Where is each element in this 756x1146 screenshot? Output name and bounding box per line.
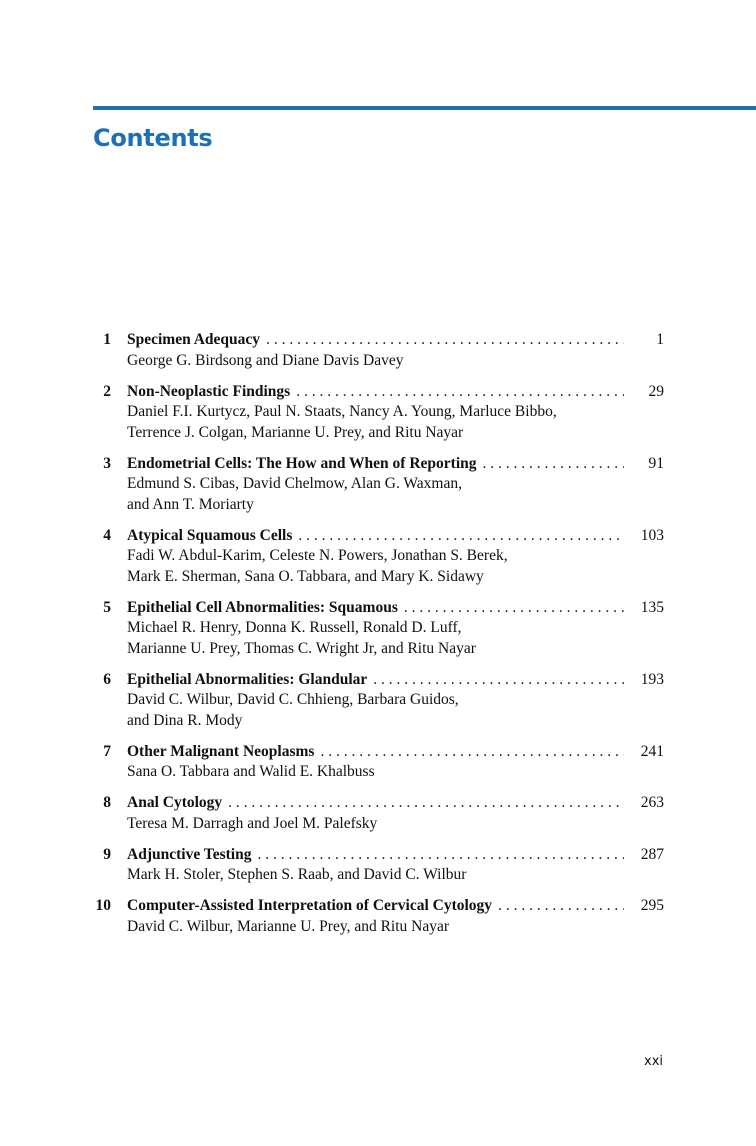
chapter-number: 2 (103, 382, 111, 400)
chapter-page-number[interactable]: 29 (648, 382, 664, 400)
toc-entry[interactable] (84, 670, 664, 732)
dot-leader (483, 454, 625, 475)
chapter-authors: Michael R. Henry, Donna K. Russell, Ronald D. Luff, (127, 619, 462, 636)
chapter-page-number[interactable]: 241 (640, 742, 664, 760)
chapter-title-line (127, 793, 664, 814)
chapter-authors: Marianne U. Prey, Thomas C. Wright Jr, and Ritu Nayar (127, 639, 476, 657)
dot-leader (320, 742, 624, 763)
chapter-page-number[interactable]: 263 (640, 794, 664, 811)
dot-leader (228, 793, 624, 814)
chapter-title[interactable]: Epithelial Cell Abnormalities: Squamous (127, 598, 398, 616)
toc-entry[interactable] (84, 845, 664, 886)
toc-entry[interactable] (84, 742, 664, 783)
chapter-number: 8 (103, 794, 111, 811)
dot-leader (373, 670, 624, 691)
chapter-authors: Mark H. Stoler, Stephen S. Raab, and David C. Wilbur (127, 866, 467, 883)
chapter-page-number[interactable]: 135 (640, 598, 664, 616)
chapter-number: 10 (95, 897, 111, 914)
chapter-title[interactable]: Non-Neoplastic Findings (127, 382, 291, 400)
chapter-page-number[interactable]: 193 (640, 670, 664, 688)
chapter-authors: Edmund S. Cibas, David Chelmow, Alan G. Waxman, (127, 475, 462, 492)
chapter-authors: Sana O. Tabbara and Walid E. Khalbuss (127, 763, 375, 780)
toc-entry[interactable] (84, 598, 664, 660)
chapter-authors: and Ann T. Moriarty (127, 495, 254, 513)
page-number: xxi (644, 1054, 663, 1069)
toc-entry[interactable] (84, 330, 664, 371)
toc-entry[interactable] (84, 896, 664, 937)
chapter-title-line (127, 382, 664, 403)
chapter-authors: George G. Birdsong and Diane Davis Davey (127, 351, 404, 369)
chapter-number: 7 (103, 742, 111, 760)
chapter-number: 5 (103, 598, 111, 616)
chapter-number: 4 (103, 526, 111, 544)
chapter-title-line (127, 670, 664, 691)
chapter-authors: Terrence J. Colgan, Marianne U. Prey, and Ritu Nayar (127, 423, 464, 441)
dot-leader (404, 598, 624, 619)
chapter-title[interactable]: Computer-Assisted Interpretation of Cervical Cytology (127, 897, 493, 914)
header-rule (93, 106, 756, 110)
chapter-authors: and Dina R. Mody (127, 711, 243, 729)
chapter-authors: David C. Wilbur, David C. Chhieng, Barbara Guidos, (127, 691, 459, 708)
chapter-page-number[interactable]: 103 (640, 526, 664, 544)
toc-entry[interactable] (84, 454, 664, 516)
chapter-title-line (127, 598, 664, 619)
chapter-title[interactable]: Anal Cytology (127, 794, 223, 811)
chapter-number: 9 (103, 845, 111, 863)
toc-entry[interactable] (84, 793, 664, 834)
dot-leader (298, 526, 624, 547)
toc-entry[interactable] (84, 382, 664, 444)
chapter-authors: Mark E. Sherman, Sana O. Tabbara, and Mary K. Sidawy (127, 567, 484, 585)
chapter-title[interactable]: Other Malignant Neoplasms (127, 742, 315, 760)
chapter-title[interactable]: Epithelial Abnormalities: Glandular (127, 670, 368, 688)
chapter-title-line (127, 845, 664, 866)
chapter-authors: Daniel F.I. Kurtycz, Paul N. Staats, Nancy A. Young, Marluce Bibbo, (127, 403, 557, 420)
toc-entry[interactable] (84, 526, 664, 588)
chapter-title-line (127, 896, 664, 917)
page-title: Contents (93, 124, 213, 152)
chapter-page-number[interactable]: 295 (640, 897, 664, 914)
chapter-number: 6 (103, 670, 111, 688)
chapter-authors: David C. Wilbur, Marianne U. Prey, and Ritu Nayar (127, 917, 450, 935)
chapter-page-number[interactable]: 287 (640, 845, 664, 863)
chapter-title[interactable]: Atypical Squamous Cells (127, 526, 293, 544)
dot-leader (257, 845, 624, 866)
chapter-page-number[interactable]: 91 (648, 454, 664, 472)
table-of-contents (84, 330, 664, 948)
chapter-title[interactable]: Adjunctive Testing (127, 845, 252, 863)
dot-leader (296, 382, 624, 403)
chapter-title-line (127, 742, 664, 763)
chapter-title-line (127, 526, 664, 547)
dot-leader (266, 330, 624, 351)
chapter-authors: Teresa M. Darragh and Joel M. Palefsky (127, 814, 378, 832)
dot-leader (498, 896, 624, 917)
chapter-title-line (127, 330, 664, 351)
chapter-title[interactable]: Endometrial Cells: The How and When of Reporting (127, 454, 477, 472)
chapter-number: 1 (103, 331, 111, 348)
chapter-title[interactable]: Specimen Adequacy (127, 331, 261, 348)
chapter-number: 3 (103, 454, 111, 472)
chapter-title-line (127, 454, 664, 475)
chapter-page-number[interactable]: 1 (656, 331, 664, 348)
chapter-authors: Fadi W. Abdul-Karim, Celeste N. Powers, Jonathan S. Berek, (127, 547, 508, 564)
